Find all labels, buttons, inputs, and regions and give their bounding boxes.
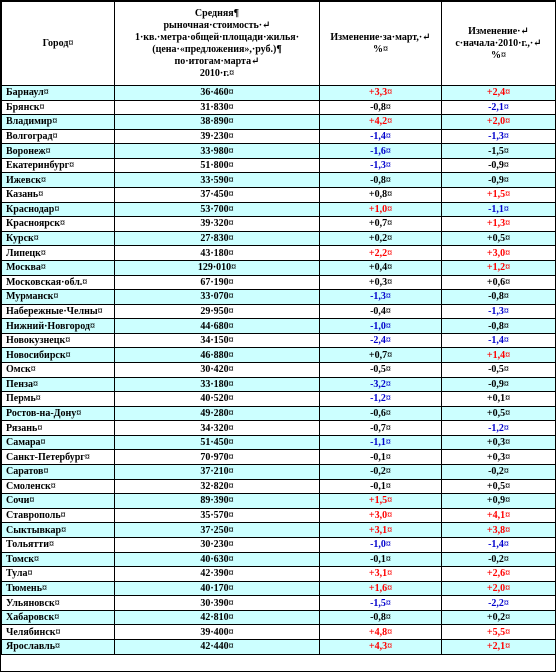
march-change-cell: +0,3¤ — [320, 275, 442, 290]
header-price-line: 1·кв.·метра·общей·площади·жилья· — [134, 31, 300, 43]
city-cell: Владимир¤ — [2, 115, 115, 130]
table-row — [2, 231, 556, 246]
price-cell: 43·180¤ — [115, 246, 320, 261]
year-change-cell: +2,1¤ — [442, 639, 556, 654]
header-price-line: по·итогам·марта↵ — [174, 55, 260, 67]
march-change-cell: -0,1¤ — [320, 479, 442, 494]
city-cell: Сыктывкар¤ — [2, 523, 115, 538]
city-cell: Ставрополь¤ — [2, 508, 115, 523]
year-change-cell: +0,5¤ — [442, 231, 556, 246]
march-change-cell: -0,8¤ — [320, 610, 442, 625]
table-row — [2, 173, 556, 188]
year-change-cell: -2,1¤ — [442, 100, 556, 115]
march-change-cell: -0,7¤ — [320, 421, 442, 436]
header-march-line: %¤ — [373, 43, 388, 55]
year-change-cell: -0,8¤ — [442, 319, 556, 334]
march-change-cell: -1,1¤ — [320, 435, 442, 450]
city-cell: Рязань¤ — [2, 421, 115, 436]
table-row — [2, 129, 556, 144]
city-cell: Воронеж¤ — [2, 144, 115, 159]
price-cell: 40·520¤ — [115, 392, 320, 407]
table-row — [2, 465, 556, 480]
year-change-cell: +3,8¤ — [442, 523, 556, 538]
price-cell: 30·390¤ — [115, 596, 320, 611]
table-row — [2, 217, 556, 232]
header-year-line: с·начала·2010·г.,·↵ — [455, 37, 542, 49]
city-cell: Тула¤ — [2, 567, 115, 582]
city-cell: Барнаул¤ — [2, 86, 115, 101]
march-change-cell: +0,2¤ — [320, 231, 442, 246]
table-row — [2, 479, 556, 494]
price-cell: 44·680¤ — [115, 319, 320, 334]
price-cell: 33·590¤ — [115, 173, 320, 188]
table-row — [2, 100, 556, 115]
city-cell: Самара¤ — [2, 435, 115, 450]
march-change-cell: +3,1¤ — [320, 567, 442, 582]
header-price-line: Средняя¶ — [194, 7, 240, 19]
table-row — [2, 333, 556, 348]
year-change-cell: +0,5¤ — [442, 406, 556, 421]
year-change-cell: -0,2¤ — [442, 552, 556, 567]
year-change-cell: -2,2¤ — [442, 596, 556, 611]
year-change-cell: +5,5¤ — [442, 625, 556, 640]
city-cell: Санкт-Петербург¤ — [2, 450, 115, 465]
march-change-cell: -0,8¤ — [320, 100, 442, 115]
price-cell: 37·250¤ — [115, 523, 320, 538]
year-change-cell: +1,5¤ — [442, 188, 556, 203]
march-change-cell: +3,0¤ — [320, 508, 442, 523]
city-cell: Набережные·Челны¤ — [2, 304, 115, 319]
city-cell: Липецк¤ — [2, 246, 115, 261]
price-cell: 30·420¤ — [115, 362, 320, 377]
price-cell: 33·980¤ — [115, 144, 320, 159]
year-change-cell: +1,2¤ — [442, 260, 556, 275]
year-change-cell: -1,2¤ — [442, 421, 556, 436]
march-change-cell: +0,8¤ — [320, 188, 442, 203]
city-cell: Саратов¤ — [2, 465, 115, 480]
year-change-cell: +2,4¤ — [442, 86, 556, 101]
table-row — [2, 552, 556, 567]
march-change-cell: +0,7¤ — [320, 348, 442, 363]
header-price-line: рыночная·стоимость·↵ — [163, 19, 271, 31]
table-row — [2, 567, 556, 582]
price-cell: 39·320¤ — [115, 217, 320, 232]
header-year-change — [442, 2, 556, 86]
price-cell: 42·810¤ — [115, 610, 320, 625]
price-cell: 33·070¤ — [115, 290, 320, 305]
table-row — [2, 86, 556, 101]
year-change-cell: -0,5¤ — [442, 362, 556, 377]
city-cell: Пермь¤ — [2, 392, 115, 407]
price-cell: 37·450¤ — [115, 188, 320, 203]
march-change-cell: -1,3¤ — [320, 158, 442, 173]
march-change-cell: +4,2¤ — [320, 115, 442, 130]
table-row — [2, 115, 556, 130]
table-body — [2, 86, 556, 655]
city-cell: Тюмень¤ — [2, 581, 115, 596]
city-cell: Ижевск¤ — [2, 173, 115, 188]
city-cell: Ростов-на-Дону¤ — [2, 406, 115, 421]
header-march-change — [320, 2, 442, 86]
table-row — [2, 596, 556, 611]
year-change-cell: -1,1¤ — [442, 202, 556, 217]
table-row — [2, 158, 556, 173]
header-year-line: Изменение·↵ — [468, 25, 529, 37]
housing-price-table — [1, 1, 556, 655]
city-cell: Тольятти¤ — [2, 537, 115, 552]
table-row — [2, 508, 556, 523]
march-change-cell: -0,8¤ — [320, 173, 442, 188]
price-cell: 33·180¤ — [115, 377, 320, 392]
year-change-cell: +1,3¤ — [442, 217, 556, 232]
city-cell: Пенза¤ — [2, 377, 115, 392]
table-row — [2, 581, 556, 596]
year-change-cell: -0,9¤ — [442, 173, 556, 188]
header-price-line: 2010·г.¤ — [199, 67, 235, 79]
march-change-cell: -0,6¤ — [320, 406, 442, 421]
march-change-cell: +1,5¤ — [320, 494, 442, 509]
march-change-cell: +4,8¤ — [320, 625, 442, 640]
table-row — [2, 362, 556, 377]
price-cell: 37·210¤ — [115, 465, 320, 480]
city-cell: Волгоград¤ — [2, 129, 115, 144]
city-cell: Смоленск¤ — [2, 479, 115, 494]
march-change-cell: +1,0¤ — [320, 202, 442, 217]
march-change-cell: -1,0¤ — [320, 537, 442, 552]
table-row — [2, 275, 556, 290]
march-change-cell: -1,4¤ — [320, 129, 442, 144]
city-cell: Красноярск¤ — [2, 217, 115, 232]
city-cell: Челябинск¤ — [2, 625, 115, 640]
table-row — [2, 450, 556, 465]
price-cell: 53·700¤ — [115, 202, 320, 217]
table-row — [2, 304, 556, 319]
city-cell: Сочи¤ — [2, 494, 115, 509]
price-cell: 29·950¤ — [115, 304, 320, 319]
header-city: Город¤ — [2, 2, 115, 86]
march-change-cell: -0,1¤ — [320, 552, 442, 567]
price-cell: 51·800¤ — [115, 158, 320, 173]
table-row — [2, 625, 556, 640]
table-row — [2, 421, 556, 436]
header-row — [2, 2, 556, 86]
year-change-cell: -1,5¤ — [442, 144, 556, 159]
city-cell: Новосибирск¤ — [2, 348, 115, 363]
price-cell: 34·150¤ — [115, 333, 320, 348]
year-change-cell: +4,1¤ — [442, 508, 556, 523]
price-cell: 30·230¤ — [115, 537, 320, 552]
city-cell: Брянск¤ — [2, 100, 115, 115]
march-change-cell: +3,3¤ — [320, 86, 442, 101]
march-change-cell: -3,2¤ — [320, 377, 442, 392]
year-change-cell: +0,1¤ — [442, 392, 556, 407]
price-cell: 39·400¤ — [115, 625, 320, 640]
city-cell: Казань¤ — [2, 188, 115, 203]
march-change-cell: +2,2¤ — [320, 246, 442, 261]
year-change-cell: +0,2¤ — [442, 610, 556, 625]
price-cell: 35·570¤ — [115, 508, 320, 523]
year-change-cell: +0,3¤ — [442, 435, 556, 450]
city-cell: Томск¤ — [2, 552, 115, 567]
table-row — [2, 260, 556, 275]
price-cell: 38·890¤ — [115, 115, 320, 130]
march-change-cell: -0,5¤ — [320, 362, 442, 377]
year-change-cell: -0,9¤ — [442, 158, 556, 173]
price-cell: 46·880¤ — [115, 348, 320, 363]
table-row — [2, 202, 556, 217]
year-change-cell: +2,6¤ — [442, 567, 556, 582]
march-change-cell: +0,7¤ — [320, 217, 442, 232]
price-cell: 89·390¤ — [115, 494, 320, 509]
price-cell: 32·820¤ — [115, 479, 320, 494]
march-change-cell: -1,0¤ — [320, 319, 442, 334]
march-change-cell: +4,3¤ — [320, 639, 442, 654]
table-row — [2, 246, 556, 261]
table-row — [2, 435, 556, 450]
year-change-cell: +0,3¤ — [442, 450, 556, 465]
city-cell: Омск¤ — [2, 362, 115, 377]
march-change-cell: -1,3¤ — [320, 290, 442, 305]
price-cell: 27·830¤ — [115, 231, 320, 246]
march-change-cell: +1,6¤ — [320, 581, 442, 596]
table-row — [2, 392, 556, 407]
table-row — [2, 144, 556, 159]
price-cell: 49·280¤ — [115, 406, 320, 421]
year-change-cell: -0,2¤ — [442, 465, 556, 480]
city-cell: Новокузнецк¤ — [2, 333, 115, 348]
year-change-cell: +3,0¤ — [442, 246, 556, 261]
price-cell: 42·440¤ — [115, 639, 320, 654]
city-cell: Московская·обл.¤ — [2, 275, 115, 290]
city-cell: Хабаровск¤ — [2, 610, 115, 625]
price-cell: 70·970¤ — [115, 450, 320, 465]
city-cell: Мурманск¤ — [2, 290, 115, 305]
city-cell: Москва¤ — [2, 260, 115, 275]
table-row — [2, 537, 556, 552]
march-change-cell: -0,4¤ — [320, 304, 442, 319]
city-cell: Нижний·Новгород¤ — [2, 319, 115, 334]
march-change-cell: -1,2¤ — [320, 392, 442, 407]
table-row — [2, 377, 556, 392]
year-change-cell: +1,4¤ — [442, 348, 556, 363]
year-change-cell: -0,8¤ — [442, 290, 556, 305]
year-change-cell: +2,0¤ — [442, 115, 556, 130]
price-cell: 39·230¤ — [115, 129, 320, 144]
march-change-cell: -1,6¤ — [320, 144, 442, 159]
price-cell: 51·450¤ — [115, 435, 320, 450]
march-change-cell: -1,5¤ — [320, 596, 442, 611]
price-cell: 40·170¤ — [115, 581, 320, 596]
year-change-cell: +2,0¤ — [442, 581, 556, 596]
price-cell: 40·630¤ — [115, 552, 320, 567]
march-change-cell: -0,2¤ — [320, 465, 442, 480]
march-change-cell: -0,1¤ — [320, 450, 442, 465]
year-change-cell: +0,6¤ — [442, 275, 556, 290]
year-change-cell: -1,4¤ — [442, 333, 556, 348]
table-row — [2, 494, 556, 509]
price-cell: 67·190¤ — [115, 275, 320, 290]
table-row — [2, 639, 556, 654]
march-change-cell: +3,1¤ — [320, 523, 442, 538]
city-cell: Курск¤ — [2, 231, 115, 246]
table-row — [2, 523, 556, 538]
year-change-cell: +0,5¤ — [442, 479, 556, 494]
price-cell: 42·390¤ — [115, 567, 320, 582]
header-march-line: Изменение·за·март,·↵ — [330, 31, 431, 43]
year-change-cell: -1,3¤ — [442, 304, 556, 319]
price-cell: 36·460¤ — [115, 86, 320, 101]
table-row — [2, 319, 556, 334]
header-price-line: (цена·«предложения»,·руб.)¶ — [152, 43, 282, 55]
header-year-line: %¤ — [491, 49, 506, 61]
table-row — [2, 610, 556, 625]
city-cell: Екатеринбург¤ — [2, 158, 115, 173]
table-row — [2, 348, 556, 363]
year-change-cell: -1,4¤ — [442, 537, 556, 552]
price-cell: 31·830¤ — [115, 100, 320, 115]
table-row — [2, 406, 556, 421]
table-row — [2, 188, 556, 203]
price-cell: 129·010¤ — [115, 260, 320, 275]
city-cell: Краснодар¤ — [2, 202, 115, 217]
march-change-cell: -2,4¤ — [320, 333, 442, 348]
city-cell: Ульяновск¤ — [2, 596, 115, 611]
table-row — [2, 290, 556, 305]
year-change-cell: +0,9¤ — [442, 494, 556, 509]
year-change-cell: -1,3¤ — [442, 129, 556, 144]
header-price — [115, 2, 320, 86]
year-change-cell: -0,9¤ — [442, 377, 556, 392]
city-cell: Ярославль¤ — [2, 639, 115, 654]
march-change-cell: +0,4¤ — [320, 260, 442, 275]
price-cell: 34·320¤ — [115, 421, 320, 436]
